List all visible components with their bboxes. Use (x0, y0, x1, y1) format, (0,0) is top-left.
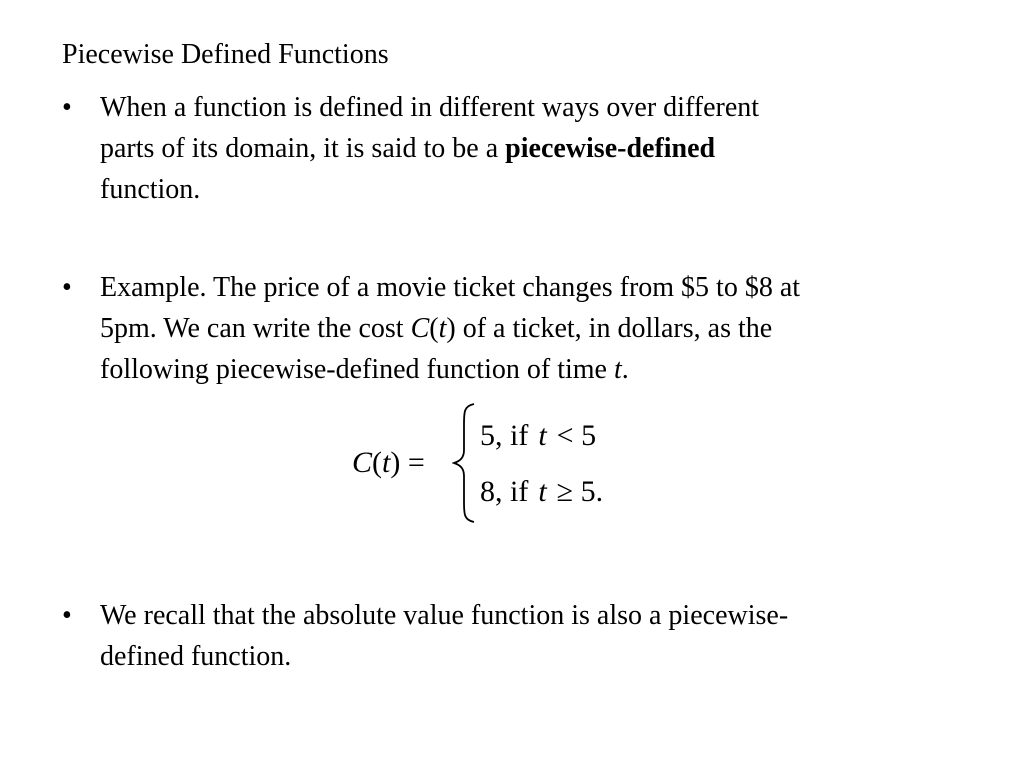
text-run: parts of its domain, it is said to be a (100, 133, 506, 164)
bullet-text (100, 87, 980, 210)
bullet-line (100, 128, 980, 169)
case-condition: < 5 (556, 419, 597, 452)
bullet-marker: • (62, 272, 72, 303)
math-paren: ( (372, 446, 383, 479)
bullet-marker: • (62, 92, 72, 123)
math-var: t (538, 419, 547, 452)
text-run: following piecewise-defined function of time (100, 354, 614, 385)
bullet-line (100, 308, 980, 349)
math-paren: ( (429, 313, 439, 344)
case-value: 5, if (480, 419, 529, 452)
math-var: t (382, 446, 391, 479)
bullet-line: Example. The price of a movie ticket changes from $5 to $8 at (100, 272, 801, 303)
bullet-line: We recall that the absolute value function is also a piecewise- (100, 600, 789, 631)
left-brace-icon (452, 402, 478, 524)
piecewise-equation (352, 402, 652, 527)
bullet-line: function. (100, 174, 201, 205)
bullet-marker: • (62, 600, 72, 631)
math-equals: = (400, 446, 425, 479)
text-run: of a ticket, in dollars, as the (455, 313, 773, 344)
math-var: t (613, 354, 622, 385)
bullet-line: defined function. (100, 641, 292, 672)
math-var: t (538, 475, 547, 508)
math-var: C (352, 446, 373, 479)
bullet-text (100, 267, 980, 390)
equation-case-2 (480, 474, 603, 510)
math-paren: ) (446, 313, 456, 344)
text-run: . (621, 354, 629, 385)
math-var: C (410, 313, 430, 344)
case-condition: ≥ 5. (556, 475, 604, 508)
math-var: t (438, 313, 447, 344)
case-value: 8, if (480, 475, 529, 508)
bullet-line (100, 349, 980, 390)
bullet-text (100, 595, 980, 677)
bullet-line: When a function is defined in different ways over different (100, 92, 760, 123)
slide-title: Piecewise Defined Functions (62, 39, 389, 70)
equation-case-1 (480, 418, 596, 454)
text-run: 5pm. We can write the cost (100, 313, 411, 344)
math-paren: ) (390, 446, 401, 479)
equation-lhs (352, 445, 425, 481)
bold-term: piecewise-defined (505, 133, 716, 164)
